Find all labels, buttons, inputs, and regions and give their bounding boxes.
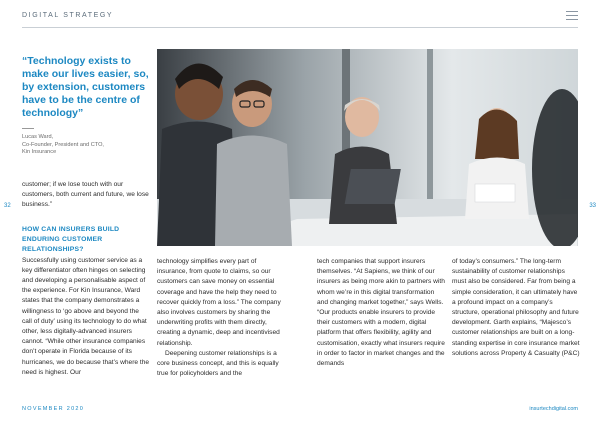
menu-icon[interactable] [566, 11, 578, 20]
column-4 [452, 257, 580, 359]
header-title: DIGITAL STRATEGY [22, 12, 114, 19]
column-2-paragraph-2: Deepening customer relationships is a core business concept, and this is equally true for policyholders and the [157, 349, 279, 378]
hero-photo [157, 49, 578, 246]
quote-divider [22, 128, 34, 129]
author-name: Lucas Ward, [22, 134, 54, 140]
column-2 [157, 257, 287, 379]
column-3 [317, 257, 447, 369]
column-2-paragraph-1: technology simplifies every part of insurance, from quote to claims, so our customers can save money on essential coverage and have the help they need to recover quickly from a loss.” The company also involves customers by sharing the underwriting profits with them directly, creating a dynamic, deep and incentivised relationship. [157, 258, 281, 347]
footer-website-link[interactable]: insurtechdigital.com [529, 406, 578, 412]
page-number-right: 33 [589, 203, 596, 209]
section-subhead: HOW CAN INSURERS BUILD ENDURING CUSTOMER RELATIONSHIPS? [22, 226, 120, 254]
column-1-text: Successfully using customer service as a key differentiator often hinges on selecting and developing a personalisable aspect of the experience. For Kin Insurance, Ward states that the company demonstrates a willingness to ‘go above and beyond the call of duty’ using its technology to do what other, less digitally-advanced insurers cannot. “While other insurance companies don’t operate in Florida because of its hurricanes, we do because that’s where the need is highest. Our [22, 256, 150, 376]
quote-attribution [22, 134, 152, 157]
page-number-left: 32 [4, 203, 11, 209]
column-3-text: tech companies that support insurers themselves. “At Sapiens, we think of our insurers as being more akin to partners with whom we’re in this digital transformation and changing market together,” says Wells. “Our products enable insurers to provide their customers with a modern, digital platform that offers flexibility, agility and customisation, exactly what insurers require in order to factor in market changes and the demands [317, 258, 445, 368]
column-4-text: of today’s consumers.” The long-term sustainability of customer relationships must also be considered. Far from being a simple consideration, it can ultimately have a profound impact on a company’s structure, operational philosophy and future development. Garth explains, “Majesco’s customer relationships are built on a long-standing expertise in core insurance market solutions across Property & Casualty (P&C) [452, 258, 580, 357]
footer-date: NOVEMBER 2020 [22, 406, 85, 412]
column-1 [22, 225, 150, 378]
column-1-intro: customer; if we lose touch with our customers, both current and future, we lose business.” [22, 181, 149, 209]
pull-quote: “Technology exists to make our lives easier, so, by extension, customers have to be the centre of technology” [22, 55, 149, 119]
header-divider [22, 27, 578, 28]
author-role: Co-Founder, President and CTO, [22, 141, 104, 148]
author-company: Kin Insurance [22, 149, 57, 155]
